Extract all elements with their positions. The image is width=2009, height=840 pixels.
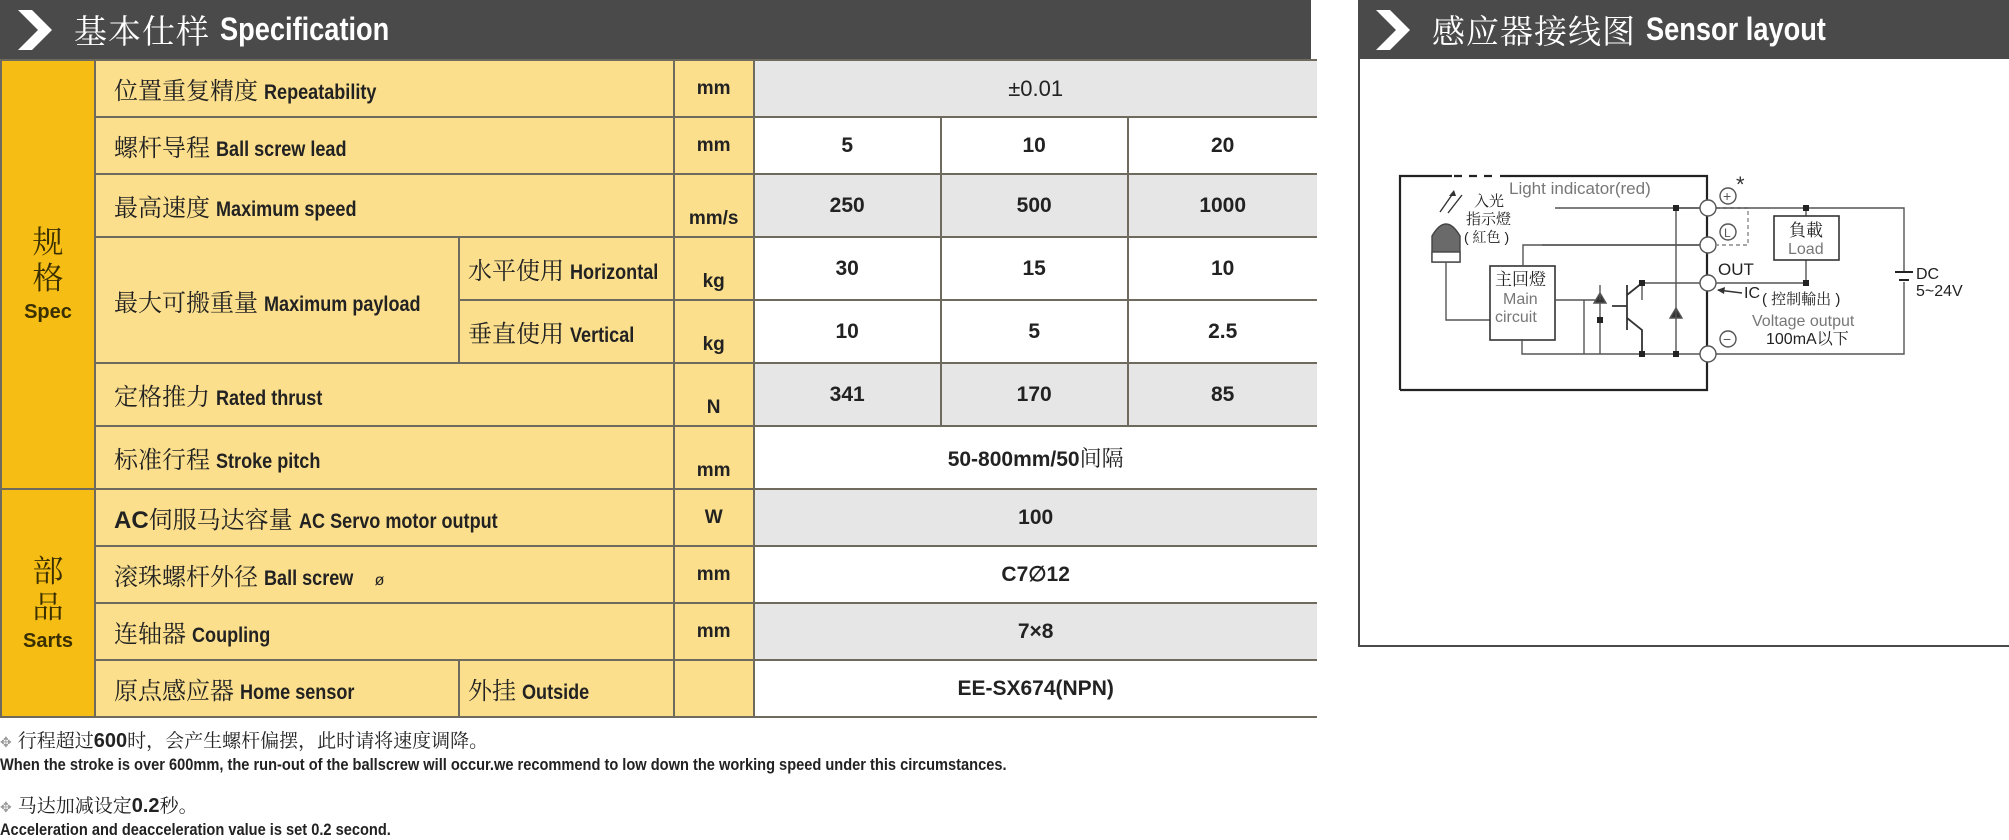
incident-zh1: 入光	[1474, 193, 1505, 210]
junction	[1639, 351, 1645, 357]
plus-sign: +	[1723, 188, 1732, 204]
label-zh: 位置重复精度	[114, 78, 258, 105]
unit-cell: mm	[674, 117, 754, 174]
label-en: Ball screw lead	[216, 138, 347, 161]
wire-top	[1523, 208, 1708, 266]
terminal-minus	[1700, 346, 1716, 362]
ic-label: IC	[1744, 285, 1760, 302]
value-cell: 341	[754, 363, 941, 426]
label-en: Maximum speed	[216, 198, 357, 221]
label-zh: 原点感应器	[114, 678, 234, 705]
diameter-symbol: ø	[374, 572, 385, 589]
load-zh: 負載	[1789, 221, 1823, 240]
label-en: Home sensor	[240, 681, 355, 704]
junction	[1673, 351, 1679, 357]
group-spec-zh2: 格	[32, 261, 64, 296]
sub-label	[459, 660, 674, 717]
table-row	[1, 60, 1317, 117]
value-cell: 85	[1128, 363, 1317, 426]
zener-diode-icon	[1670, 308, 1682, 318]
row-label	[95, 603, 674, 660]
sensor-panel	[1358, 59, 2009, 647]
l-sign: L	[1724, 226, 1731, 240]
value-cell: 15	[941, 237, 1128, 300]
spec-title-zh: 基本仕样	[74, 13, 210, 50]
value-cell: 500	[941, 174, 1128, 237]
value-cell: 100	[754, 489, 1317, 546]
row-label	[95, 489, 674, 546]
unit-cell: mm	[674, 426, 754, 489]
row-label	[95, 60, 674, 117]
group-spec-en: Spec	[24, 301, 72, 323]
label-zh: 水平使用	[468, 258, 564, 285]
out-label: OUT	[1718, 260, 1754, 279]
table-row	[1, 489, 1317, 546]
minus-sign: −	[1723, 331, 1732, 347]
wire-bottom	[1522, 340, 1708, 354]
transistor-icon	[1612, 283, 1642, 354]
label-en: Stroke pitch	[216, 450, 321, 473]
label-en: Ball screw	[264, 567, 354, 590]
sub-label	[459, 300, 674, 363]
led-base	[1432, 252, 1460, 262]
value-cell: 5	[754, 117, 941, 174]
value-text: ±0.01	[1008, 75, 1064, 101]
terminal-l	[1700, 237, 1716, 253]
unit-cell: kg	[674, 237, 754, 300]
table-row	[1, 237, 1317, 300]
chevron-right-icon	[1376, 10, 1410, 50]
table-row	[1, 363, 1317, 426]
light-indicator-label: Light indicator(red)	[1509, 179, 1651, 198]
junction	[1803, 280, 1809, 286]
note-en: When the stroke is over 600mm, the run-out of the ballscrew will occur.we recommend to low down the working speed under this circumstances.	[0, 755, 1007, 774]
label-zh: 定格推力	[114, 384, 210, 411]
label-zh: 最大可搬重量	[114, 289, 258, 317]
label-ac: AC	[114, 507, 149, 534]
row-label	[95, 546, 674, 603]
label-en: Outside	[522, 681, 590, 704]
note-en: Acceleration and deacceleration value is set 0.2 second.	[0, 820, 391, 839]
spec-title-en: Specification	[220, 11, 390, 47]
terminal-plus	[1700, 200, 1716, 216]
value-cell: EE-SX674(NPN)	[754, 660, 1317, 717]
group-parts-zh2: 品	[32, 589, 64, 625]
value-cell	[754, 60, 1317, 117]
label-zh: 垂直使用	[468, 321, 564, 348]
table-row	[1, 603, 1317, 660]
table-row	[1, 546, 1317, 603]
notes	[0, 726, 1311, 840]
sensor-title-en: Sensor layout	[1646, 11, 1826, 47]
sensor-header	[1358, 0, 2009, 59]
junction	[1597, 317, 1603, 323]
unit-cell: mm/s	[674, 174, 754, 237]
label-en: Vertical	[570, 324, 635, 347]
unit-cell: mm	[674, 60, 754, 117]
group-parts	[1, 489, 95, 717]
sub-label	[459, 237, 674, 300]
table-row	[1, 117, 1317, 174]
voltage-output: Voltage output	[1752, 313, 1855, 330]
label-zh: 螺杆导程	[114, 135, 210, 162]
row-label	[95, 117, 674, 174]
row-label	[95, 363, 674, 426]
row-label	[95, 660, 459, 717]
label-en: Horizontal	[570, 261, 659, 284]
value-cell	[754, 426, 1317, 489]
junction	[1803, 205, 1809, 211]
value-cell: 20	[1128, 117, 1317, 174]
terminal-out	[1700, 275, 1716, 291]
label-zh: 伺服马达容量	[148, 507, 293, 534]
label-en: Coupling	[192, 624, 271, 647]
ic-zh: ( 控制輸出 )	[1762, 291, 1841, 308]
value-cell: 5	[941, 300, 1128, 363]
main-zh: 主回燈	[1495, 270, 1546, 289]
label-en: Rated thrust	[216, 387, 323, 410]
value-cell: 2.5	[1128, 300, 1317, 363]
value-zh: 间隔	[1079, 446, 1124, 471]
group-spec	[1, 60, 95, 489]
unit-cell: mm	[674, 546, 754, 603]
sensor-enclosure	[1400, 176, 1452, 390]
label-en: Maximum payload	[264, 292, 421, 316]
value-cell: 10	[754, 300, 941, 363]
dc-label: DC	[1916, 266, 1940, 283]
value-cell: 1000	[1128, 174, 1317, 237]
note-number: 0.2	[131, 795, 160, 817]
value-cell: 7×8	[754, 603, 1317, 660]
unit-cell: W	[674, 489, 754, 546]
table-row	[1, 174, 1317, 237]
note-text: 秒。	[159, 796, 198, 817]
group-parts-en: Sarts	[22, 629, 74, 652]
star-mark: *	[1736, 172, 1745, 197]
note-text: 马达加减设定	[17, 796, 132, 817]
value-cell: 10	[1128, 237, 1317, 300]
led-wire	[1446, 262, 1490, 320]
note-zh	[0, 791, 1311, 818]
unit-cell	[674, 660, 754, 717]
battery-icon	[1895, 272, 1913, 280]
sensor-wiring-diagram	[1360, 59, 2009, 645]
incident-zh3: ( 紅色 )	[1464, 229, 1510, 245]
row-label	[95, 237, 459, 363]
label-en: Repeatability	[264, 81, 377, 104]
chevron-right-icon	[18, 10, 52, 50]
spec-header	[0, 0, 1311, 59]
sensor-title-zh: 感应器接线图	[1432, 13, 1636, 50]
value-cell: 10	[941, 117, 1128, 174]
junction	[1673, 205, 1679, 211]
note-text: 行程超过	[17, 731, 94, 752]
arrowhead	[1449, 190, 1456, 196]
main-en2: circuit	[1495, 309, 1537, 326]
note-text: 时，会产生螺杆偏摆，此时请将速度调降。	[127, 731, 489, 752]
label-zh: 连轴器	[114, 621, 186, 648]
table-row	[1, 660, 1317, 717]
current-limit: 100mA以下	[1766, 331, 1849, 348]
spec-table	[0, 59, 1317, 718]
load-en: Load	[1788, 241, 1824, 258]
value-cell: C7∅12	[754, 546, 1317, 603]
label-zh: 最高速度	[114, 195, 210, 222]
group-spec-zh1: 规	[32, 225, 64, 260]
table-row	[1, 426, 1317, 489]
group-parts-zh1: 部	[32, 553, 64, 589]
wire-out	[1555, 283, 1708, 354]
unit-cell: N	[674, 363, 754, 426]
junction	[1639, 280, 1645, 286]
value-cell: 250	[754, 174, 941, 237]
dc-range: 5~24V	[1916, 283, 1963, 300]
value-cell: 30	[754, 237, 941, 300]
arrowhead	[1717, 287, 1725, 294]
row-label	[95, 174, 674, 237]
unit-cell: kg	[674, 300, 754, 363]
incident-zh2: 指示燈	[1466, 211, 1512, 228]
bullet-icon: ✥	[0, 799, 12, 815]
note-number: 600	[93, 730, 128, 752]
main-en1: Main	[1503, 291, 1538, 308]
row-label	[95, 426, 674, 489]
label-zh: 标准行程	[114, 447, 210, 474]
value-text: 50-800mm/50	[947, 448, 1080, 471]
label-zh: 外挂	[468, 678, 516, 705]
note-zh	[0, 726, 1311, 753]
value-cell: 170	[941, 363, 1128, 426]
label-zh: 滚珠螺杆外径	[114, 564, 258, 591]
bullet-icon: ✥	[0, 734, 12, 750]
label-en: AC Servo motor output	[298, 510, 498, 533]
unit-cell: mm	[674, 603, 754, 660]
